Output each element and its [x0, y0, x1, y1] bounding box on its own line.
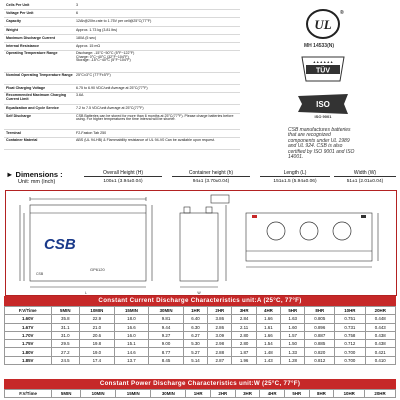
column-header: 1HR — [183, 307, 207, 315]
table-cell: 6.30 — [183, 323, 207, 331]
spec-value: 6.75 to 6.90 VDC/unit Average at 25°C(77°F) — [76, 86, 148, 91]
table-cell: 1.87 — [232, 348, 256, 356]
table-row — [5, 315, 396, 323]
spec-row — [4, 18, 240, 26]
svg-text:UL: UL — [314, 17, 332, 32]
column-header: 15MIN — [116, 390, 151, 398]
table-cell: 1.43 — [256, 356, 280, 364]
table-cell: 21.0 — [80, 323, 115, 331]
column-header: 5MIN — [52, 390, 81, 398]
final-voltage-cell: 1.75V — [5, 340, 52, 348]
tuv-text: TÜV — [316, 67, 330, 75]
table-cell: 1.66 — [256, 331, 280, 339]
final-voltage-cell: 1.70V — [5, 331, 52, 339]
positive-terminal-mark — [252, 215, 257, 218]
table-cell: 22.9 — [80, 315, 115, 323]
technical-drawing — [5, 190, 397, 296]
negative-terminal-mark — [361, 215, 366, 218]
table-cell: 0.896 — [305, 323, 335, 331]
ul-code: MH 14533(N) — [304, 43, 335, 49]
final-voltage-cell: 1.67V — [5, 323, 52, 331]
spec-row — [4, 130, 240, 138]
table-row — [5, 340, 396, 348]
table-cell: 6.40 — [183, 315, 207, 323]
dim-value: 51±1 (2.01±0.04) — [346, 179, 384, 184]
cert-description: CSB manufactures batteries that are recognized components under UL 1989 and UL 924. CSB is also certified by ISO 9001 and ISO 14001. — [288, 127, 355, 161]
dim-width — [334, 170, 396, 184]
dim-value: 151±1.5 (5.94±0.06) — [273, 179, 317, 184]
spec-value: 12Ah@20hr-rate to 1.75V per cell@25°C(77°F) — [76, 19, 152, 24]
table-cell: 0.421 — [365, 348, 395, 356]
table-cell: 18.0 — [114, 315, 149, 323]
spec-key: Self Discharge — [6, 113, 31, 118]
column-header: 5HR — [284, 390, 309, 398]
table-cell: 1.66 — [256, 315, 280, 323]
spec-value: 7.2 to 7.5 VDC/unit Average at 25°C(77°F) — [76, 106, 144, 111]
battery-drawing — [6, 191, 396, 295]
spec-value: F2-Faston Tab 250 — [76, 130, 107, 135]
table-cell: 0.700 — [335, 348, 365, 356]
spec-value: 25°C±3°C (77°F±5°F) — [76, 73, 111, 78]
table-cell: 0.805 — [305, 315, 335, 323]
table-cell: 17.4 — [80, 356, 115, 364]
table-cell: 29.5 — [51, 340, 80, 348]
power-discharge-table — [4, 389, 396, 398]
column-header: 20HR — [365, 390, 396, 398]
spec-value: 3 — [76, 3, 78, 7]
spec-value: 6 — [76, 11, 78, 16]
column-header: 2HR — [211, 390, 236, 398]
table-row — [5, 348, 396, 356]
dim-header: Length (L) — [260, 170, 330, 177]
table-cell: 8.77 — [149, 348, 184, 356]
svg-text:®: ® — [340, 10, 344, 16]
table-cell: 13.7 — [114, 356, 149, 364]
table-cell: 0.448 — [365, 315, 395, 323]
dim-value: 100±1 (3.94±0.04) — [103, 179, 143, 184]
table-cell: 2.80 — [232, 331, 256, 339]
spec-key: Cells Per Unit — [6, 3, 30, 7]
bullet-arrow-icon: ► — [6, 170, 14, 179]
table-cell: 1.28 — [281, 356, 305, 364]
spec-value: Approx. 1.73 kg (3.81 lbs) — [76, 27, 118, 32]
spec-table — [4, 2, 240, 150]
table-cell: 14.6 — [114, 348, 149, 356]
column-header: 20HR — [365, 307, 395, 315]
column-header: F.V/Time — [5, 390, 52, 398]
spec-row — [4, 27, 240, 35]
table-cell: 16.0 — [114, 331, 149, 339]
dimensions-label: Dimensions : — [15, 170, 63, 179]
table-cell: 0.700 — [335, 356, 365, 364]
column-header: 2HR — [208, 307, 232, 315]
column-header: 10HR — [335, 307, 365, 315]
spec-key: Terminal — [6, 130, 21, 135]
power-table-title: Constant Power Discharge Characteristics unit:W (25°C, 77°F) — [4, 379, 396, 389]
column-header: 15MIN — [114, 307, 149, 315]
table-cell: 2.84 — [232, 315, 256, 323]
model-label: GP6120 — [90, 267, 105, 272]
table-cell: 1.48 — [256, 348, 280, 356]
dim-header: Width (W) — [334, 170, 396, 177]
column-header: 3HR — [235, 390, 260, 398]
table-cell: 2.80 — [232, 340, 256, 348]
table-row — [5, 331, 396, 339]
spec-row — [4, 114, 240, 130]
column-header: 10MIN — [81, 390, 116, 398]
table-cell: 0.712 — [335, 340, 365, 348]
table-cell: 5.14 — [183, 356, 207, 364]
spec-key: Nominal Operating Temperature Range — [6, 73, 73, 78]
tuv-logo — [296, 54, 350, 84]
dimensions-bar — [4, 168, 396, 188]
table-cell: 1.63 — [281, 315, 305, 323]
dim-l-label: L — [85, 291, 87, 295]
spec-value: Approx. 15 mΩ — [76, 43, 101, 48]
table-cell: 9.44 — [149, 323, 184, 331]
spec-value: Discharge: -15°C~50°C (5°F~122°F) Charge: 0°C~40°C (32°F~104°F) Storage: -15°C~40°C (5°F~104°F) — [76, 51, 135, 63]
table-cell: 1.60 — [281, 323, 305, 331]
final-voltage-cell: 1.60V — [5, 315, 52, 323]
table-cell: 16.6 — [114, 323, 149, 331]
brand-small: CSB — [36, 272, 44, 276]
table-cell: 1.33 — [281, 348, 305, 356]
spec-key: Equalization and Cycle Service — [6, 106, 59, 111]
spec-row — [4, 43, 240, 51]
spec-key: Maximum Discharge Current — [6, 35, 55, 40]
spec-row — [4, 138, 240, 150]
iso-text: ISO 9001 — [314, 114, 332, 119]
spec-row — [4, 35, 240, 43]
final-voltage-cell: 1.85V — [5, 356, 52, 364]
spec-row — [4, 73, 240, 85]
table-cell: 9.27 — [149, 331, 184, 339]
column-header: 3HR — [232, 307, 256, 315]
ul-logo — [300, 8, 346, 40]
table-cell: 15.1 — [114, 340, 149, 348]
table-cell: 27.2 — [51, 348, 80, 356]
table-cell: 9.00 — [149, 340, 184, 348]
column-header: 30MIN — [151, 390, 186, 398]
table-cell: 0.751 — [335, 315, 365, 323]
table-cell: 5.30 — [183, 340, 207, 348]
column-header: F.V/Time — [5, 307, 52, 315]
table-cell: 0.820 — [305, 348, 335, 356]
battery-label — [36, 236, 105, 276]
table-cell: 0.885 — [305, 340, 335, 348]
table-cell: 9.81 — [149, 315, 184, 323]
table-cell: 1.50 — [281, 340, 305, 348]
column-header: 30MIN — [149, 307, 184, 315]
spec-key: Container Material — [6, 137, 38, 142]
column-header: 10MIN — [80, 307, 115, 315]
spec-key: Operating Temperature Range — [6, 51, 58, 56]
table-cell: 0.410 — [365, 356, 395, 364]
table-cell: 2.98 — [208, 340, 232, 348]
dimensions-unit: Unit: mm (inch) — [18, 179, 56, 185]
table-cell: 19.8 — [80, 340, 115, 348]
column-header: 5MIN — [51, 307, 80, 315]
spec-value: ABS (UL 94-HB) & Flammability resistance of UL 94-V0 Can be available upon request. — [76, 137, 215, 142]
table-cell: 1.57 — [281, 331, 305, 339]
spec-row — [4, 2, 240, 10]
column-header: 5HR — [281, 307, 305, 315]
spec-key: Weight — [6, 27, 18, 32]
table-cell: 0.887 — [305, 331, 335, 339]
table-cell: 35.8 — [51, 315, 80, 323]
final-voltage-cell: 1.80V — [5, 348, 52, 356]
table-cell: 2.88 — [208, 348, 232, 356]
current-discharge-table — [4, 306, 396, 365]
table-cell: 0.731 — [335, 323, 365, 331]
dim-container-height — [172, 170, 250, 184]
table-cell: 3.86 — [208, 315, 232, 323]
iso-logo — [294, 88, 352, 120]
table-cell: 2.86 — [208, 323, 232, 331]
spec-key: Recommended Maximum Charging Current Limit — [6, 93, 67, 101]
table-cell: 2.87 — [208, 356, 232, 364]
spec-value: 3.6A — [76, 93, 84, 98]
table-cell: 1.54 — [256, 340, 280, 348]
svg-text:ISO: ISO — [316, 100, 330, 109]
brand-logo: CSB — [44, 236, 76, 253]
table-cell: 1.96 — [232, 356, 256, 364]
spec-key: Capacity — [6, 19, 21, 24]
spec-key: Voltage Per Unit — [6, 11, 34, 16]
spec-row — [4, 85, 240, 93]
dim-header: Container height (h) — [172, 170, 250, 177]
column-header: 4HR — [260, 390, 285, 398]
svg-text:▲▲▲▲▲▲: ▲▲▲▲▲▲ — [312, 60, 334, 64]
dim-value: 94±1 (3.70±0.04) — [192, 179, 230, 184]
table-cell: 0.443 — [365, 323, 395, 331]
table-cell: 24.5 — [51, 356, 80, 364]
table-cell: 31.1 — [51, 323, 80, 331]
table-row — [5, 323, 396, 331]
dim-length — [260, 170, 330, 184]
table-row — [5, 356, 396, 364]
table-cell: 2.11 — [232, 323, 256, 331]
table-cell: 0.758 — [335, 331, 365, 339]
spec-key: Internal Resistance — [6, 43, 39, 48]
spec-row — [4, 93, 240, 105]
dim-overall-height — [84, 170, 162, 184]
table-cell: 20.6 — [80, 331, 115, 339]
spec-key: Float Charging Voltage — [6, 86, 46, 91]
column-header: 8HR — [305, 307, 335, 315]
table-cell: 31.0 — [51, 331, 80, 339]
column-header: 1HR — [186, 390, 211, 398]
table-cell: 3.09 — [208, 331, 232, 339]
column-header: 10HR — [334, 390, 365, 398]
spec-row — [4, 105, 240, 113]
spec-row — [4, 51, 240, 73]
table-cell: 0.812 — [305, 356, 335, 364]
spec-value: 180A (5 sec) — [76, 35, 97, 40]
spec-value: CSB Batteries can be stored for more than 6 months at 25°C(77°F). Please charge batteries before using. For higher temperatures the time interval will be shorter. — [76, 113, 234, 122]
dim-header: Overall Height (H) — [84, 170, 162, 177]
table-cell: 19.0 — [80, 348, 115, 356]
table-cell: 1.61 — [256, 323, 280, 331]
table-cell: 6.27 — [183, 331, 207, 339]
table-cell: 5.27 — [183, 348, 207, 356]
table-cell: 8.45 — [149, 356, 184, 364]
column-header: 4HR — [256, 307, 280, 315]
table-cell: 0.438 — [365, 340, 395, 348]
column-header: 8HR — [309, 390, 334, 398]
spec-row — [4, 10, 240, 18]
table-cell: 0.438 — [365, 331, 395, 339]
current-table-title: Constant Current Discharge Characteristics unit:A (25°C, 77°F) — [4, 296, 396, 306]
dim-w-label: W — [197, 291, 201, 295]
